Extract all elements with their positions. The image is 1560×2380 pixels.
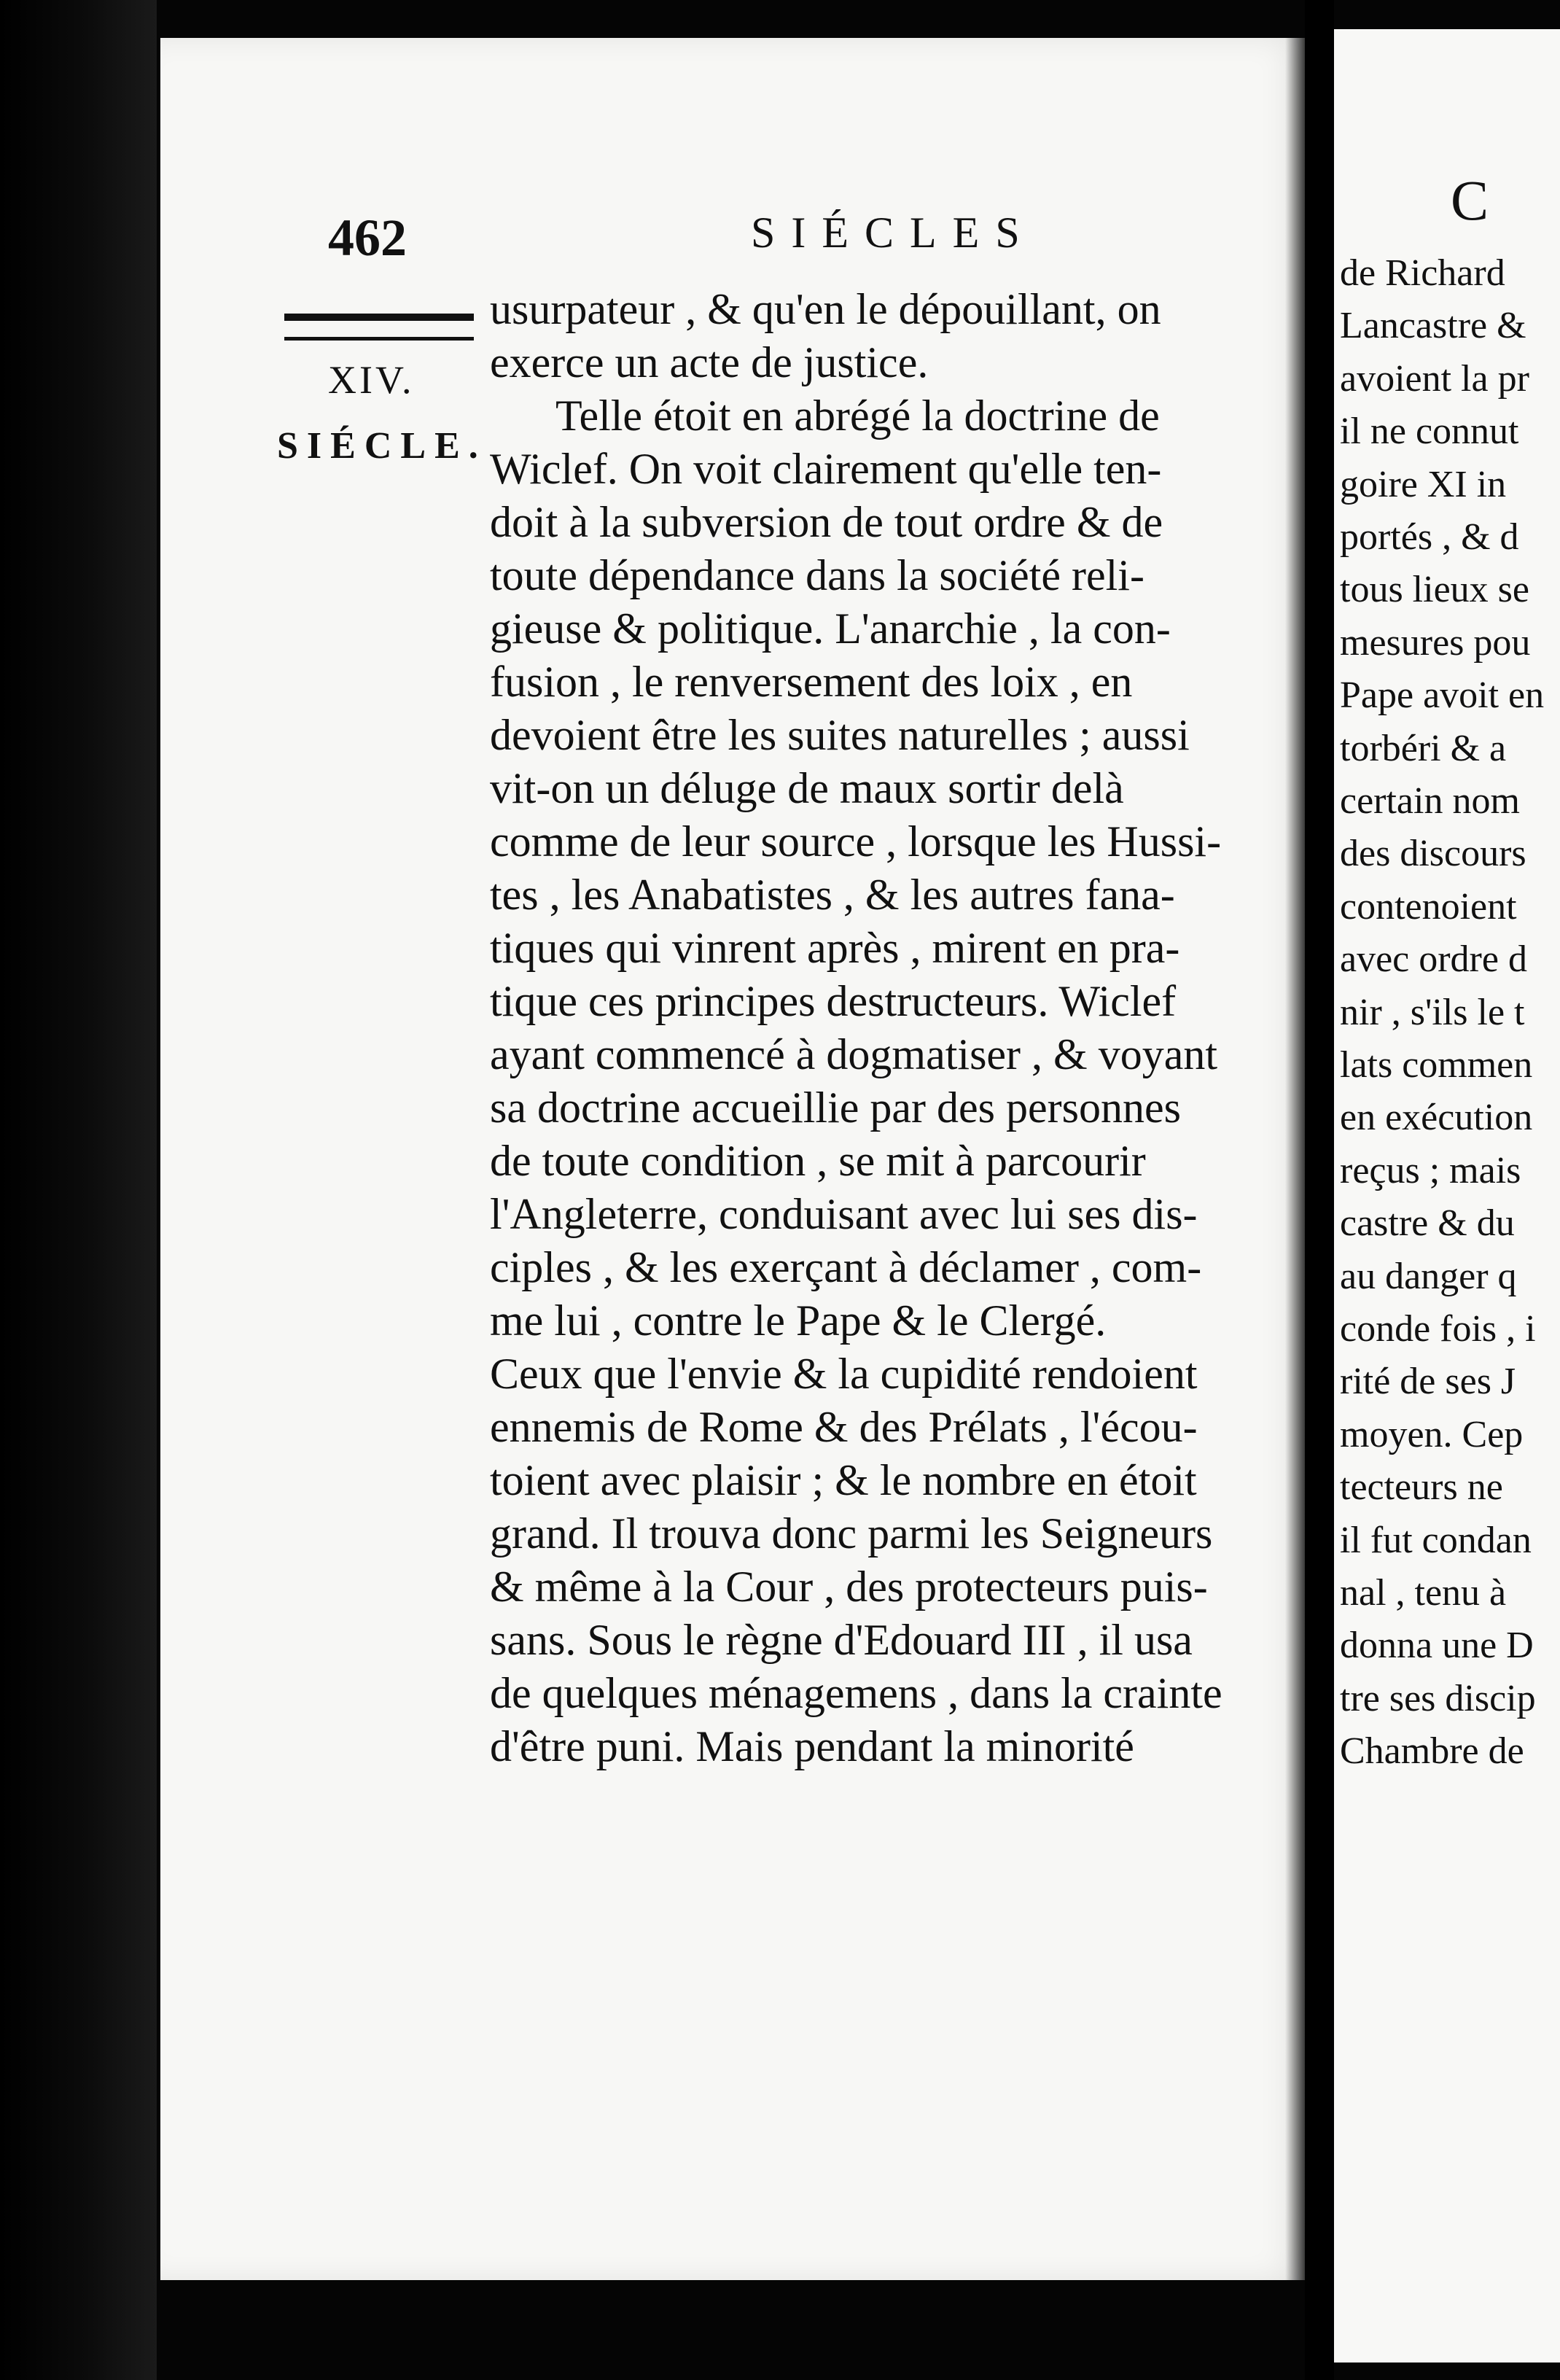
right-text-line: tre ses discip xyxy=(1340,1677,1536,1719)
right-text-line: avoient la pr xyxy=(1340,357,1529,400)
right-text-line: torbéri & a xyxy=(1340,727,1507,769)
text-line: & même à la Cour , des protecteurs puis- xyxy=(490,1563,1208,1611)
text-line: sans. Sous le règne d'Edouard III , il usa xyxy=(490,1616,1193,1664)
text-line: ayant commencé à dogmatiser , & voyant xyxy=(490,1030,1217,1078)
right-text-line: tecteurs ne xyxy=(1340,1466,1503,1509)
right-text-line: Pape avoit en xyxy=(1340,674,1545,717)
right-text-line: Chambre de xyxy=(1340,1730,1524,1773)
page-number: 462 xyxy=(328,209,407,267)
text-line: toute dépendance dans la société reli- xyxy=(490,551,1144,599)
text-line: ennemis de Rome & des Prélats , l'écou- xyxy=(490,1403,1198,1451)
right-text-line: conde fois , i xyxy=(1340,1308,1536,1350)
text-line: d'être puni. Mais pendant la minorité xyxy=(490,1722,1134,1770)
text-line: ciples , & les exerçant à déclamer , com- xyxy=(490,1243,1202,1291)
right-text-line: goire XI in xyxy=(1340,463,1507,505)
right-text-line: en exécution xyxy=(1340,1097,1533,1139)
margin-rule xyxy=(284,314,474,341)
right-text-line: donna une D xyxy=(1340,1625,1534,1667)
right-text-line: nir , s'ils le t xyxy=(1340,991,1525,1033)
right-text-line: des discours xyxy=(1340,833,1526,875)
right-text-line: Lancastre & xyxy=(1340,305,1526,347)
text-line: doit à la subversion de tout ordre & de xyxy=(490,498,1163,546)
right-text-line: moyen. Cep xyxy=(1340,1413,1524,1455)
right-text-line: contenoient xyxy=(1340,885,1517,928)
right-text-line: reçus ; mais xyxy=(1340,1149,1521,1191)
right-text-line: il ne connut xyxy=(1340,411,1519,453)
running-head xyxy=(328,201,1290,273)
right-text-line: au danger q xyxy=(1340,1255,1517,1297)
text-line: toient avec plaisir ; & le nombre en étoit xyxy=(490,1456,1197,1504)
text-line: grand. Il trouva donc parmi les Seigneurs xyxy=(490,1509,1213,1558)
text-line: l'Angleterre, conduisant avec lui ses dis- xyxy=(490,1190,1198,1238)
book-binding xyxy=(0,0,157,2380)
right-text-line: portés , & d xyxy=(1340,516,1519,558)
text-line: vit-on un déluge de maux sortir delà xyxy=(490,764,1124,812)
text-line: devoient être les suites naturelles ; aussi xyxy=(490,711,1190,759)
body-text xyxy=(490,283,1306,1887)
text-line: de toute condition , se mit à parcourir xyxy=(490,1137,1146,1185)
text-line: gieuse & politique. L'anarchie , la con- xyxy=(490,604,1171,653)
right-text-line: il fut condan xyxy=(1340,1519,1532,1561)
text-line: de quelques ménagemens , dans la crainte xyxy=(490,1669,1222,1717)
right-text-line: lats commen xyxy=(1340,1044,1533,1086)
right-page-header: C xyxy=(1451,168,1489,232)
text-line: Ceux que l'envie & la cupidité rendoient xyxy=(490,1350,1198,1398)
text-line: tique ces principes destructeurs. Wiclef xyxy=(490,977,1177,1025)
right-text-line: avec ordre d xyxy=(1340,938,1527,981)
text-line: tiques qui vinrent après , mirent en pra- xyxy=(490,924,1180,972)
right-text-line: de Richard xyxy=(1340,252,1505,294)
text-line: Telle étoit en abrégé la doctrine de xyxy=(555,392,1160,440)
text-line: comme de leur source , lorsque les Hussi- xyxy=(490,817,1222,866)
right-text-line: certain nom xyxy=(1340,780,1520,822)
text-line: usurpateur , & qu'en le dépouillant, on xyxy=(490,285,1161,333)
text-line: Wiclef. On voit clairement qu'elle ten- xyxy=(490,445,1162,493)
text-line: exerce un acte de justice. xyxy=(490,338,929,386)
margin-note-century: XIV. xyxy=(328,358,415,402)
text-line: me lui , contre le Pape & le Clergé. xyxy=(490,1296,1107,1345)
right-text-line: tous lieux se xyxy=(1340,569,1529,611)
text-line: fusion , le renversement des loix , en xyxy=(490,658,1133,706)
book-spine xyxy=(1305,0,1334,2380)
right-text-line: nal , tenu à xyxy=(1340,1572,1507,1614)
right-text-line: rité de ses J xyxy=(1340,1361,1516,1403)
text-line: sa doctrine accueillie par des personnes xyxy=(490,1084,1181,1132)
margin-note-siecle: SIÉCLE. xyxy=(277,425,487,467)
running-title: SIÉCLES xyxy=(751,209,1036,257)
right-text-line: mesures pou xyxy=(1340,621,1531,664)
right-text-line: castre & du xyxy=(1340,1202,1515,1245)
text-line: tes , les Anabatistes , & les autres fana- xyxy=(490,871,1175,919)
